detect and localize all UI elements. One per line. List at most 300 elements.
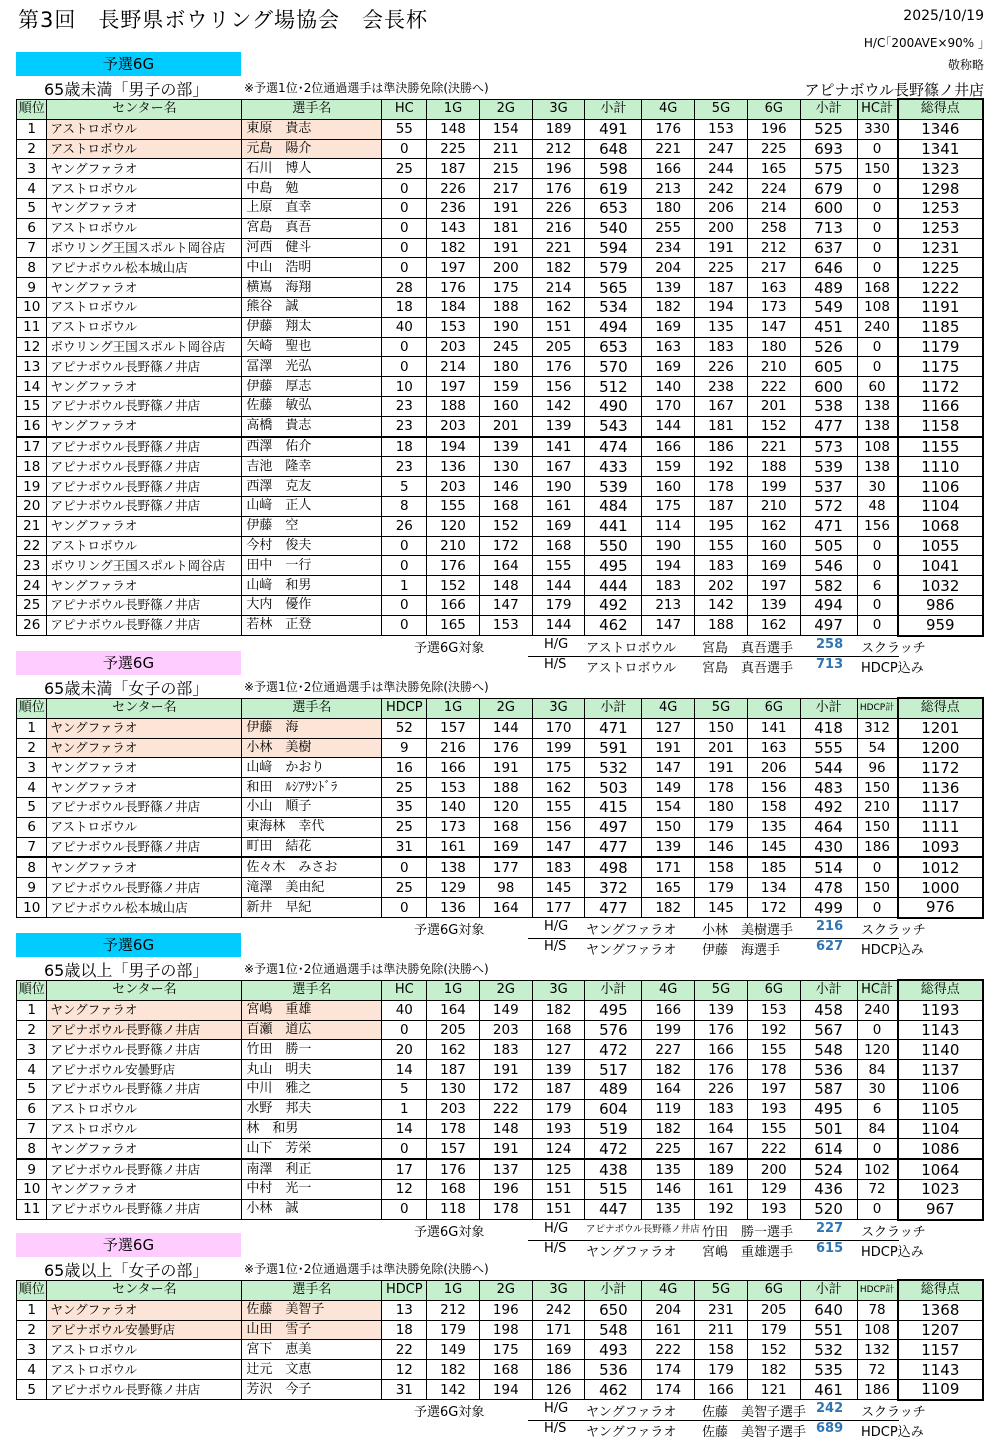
game-cell: 155 [747,1040,800,1060]
subtotal-cell: 471 [800,516,857,536]
hc-total-cell: 150 [857,778,898,798]
game-cell: 150 [695,718,748,738]
table-row [17,797,984,817]
hc-cell: 1 [382,576,427,596]
rank-cell: 1 [17,1000,47,1020]
game-cell: 216 [427,738,480,758]
award-label: H/S [544,656,567,672]
subtotal-cell: 549 [800,297,857,317]
award-type: HDCP込み [861,660,924,676]
column-header: 順位 [17,980,47,1000]
game-cell: 187 [427,159,480,179]
center-cell: ヤングファラオ [47,377,242,397]
hc-cell: 55 [382,119,427,139]
game-cell: 174 [642,1360,695,1380]
player-cell: 小林 美樹 [242,738,382,758]
total-score-cell: 1175 [898,357,983,377]
hc-cell: 0 [382,218,427,238]
game-cell: 214 [427,357,480,377]
hc-cell: 20 [382,1040,427,1060]
game-cell: 162 [532,778,585,798]
hc-cell: 25 [382,878,427,898]
hc-total-cell: 108 [857,297,898,317]
game-cell: 179 [532,595,585,615]
game-cell: 227 [642,1040,695,1060]
subtotal-cell: 498 [585,857,642,877]
game-cell: 164 [479,897,532,917]
award-score: 216 [816,918,844,934]
table-row [17,437,984,457]
hc-total-cell: 30 [857,477,898,497]
game-cell: 156 [532,817,585,837]
award-label: H/G [544,1400,569,1416]
game-cell: 153 [427,317,480,337]
game-cell: 234 [642,238,695,258]
game-cell: 176 [695,1020,748,1040]
game-cell: 147 [747,317,800,337]
game-cell: 166 [695,1379,748,1399]
game-cell: 198 [479,1320,532,1340]
rank-cell: 5 [17,1379,47,1399]
table-header-row [17,980,984,1000]
game-cell: 173 [427,817,480,837]
player-cell: 小山 順子 [242,797,382,817]
subtotal-cell: 494 [800,595,857,615]
game-cell: 176 [532,357,585,377]
hc-cell: 0 [382,357,427,377]
hc-total-cell: 330 [857,119,898,139]
total-score-cell: 1185 [898,317,983,337]
hc-total-cell: 156 [857,516,898,536]
game-cell: 168 [427,1179,480,1199]
subtotal-cell: 462 [585,1379,642,1399]
game-cell: 169 [747,556,800,576]
game-cell: 175 [479,278,532,298]
player-cell: 佐々木 みさお [242,857,382,877]
game-cell: 144 [479,718,532,738]
game-cell: 168 [479,1360,532,1380]
high-score-footer [16,1401,984,1441]
rank-cell: 24 [17,576,47,596]
game-cell: 194 [642,556,695,576]
rank-cell: 4 [17,179,47,199]
player-cell: 町田 結花 [242,837,382,857]
column-header: センター名 [47,698,242,718]
game-cell: 176 [532,179,585,199]
game-cell: 159 [479,377,532,397]
game-cell: 187 [532,1079,585,1099]
game-cell: 212 [532,139,585,159]
hc-total-cell: 0 [857,258,898,278]
player-cell: 中川 雅之 [242,1079,382,1099]
player-cell: 水野 邦夫 [242,1099,382,1119]
division-title: 65歳以上「男子の部」 [44,961,209,980]
column-header: HC計 [857,99,898,119]
table-row [17,357,984,377]
game-cell: 183 [479,1040,532,1060]
game-cell: 194 [695,297,748,317]
game-cell: 163 [642,337,695,357]
column-header: 5G [695,99,748,119]
subtotal-cell: 540 [585,218,642,238]
player-cell: 和田 ﾙｼｱｻﾝﾄﾞﾗ [242,778,382,798]
hc-cell: 0 [382,198,427,218]
game-cell: 197 [427,377,480,397]
total-score-cell: 1200 [898,738,983,758]
game-cell: 222 [479,1099,532,1119]
game-cell: 164 [479,556,532,576]
game-cell: 183 [695,337,748,357]
hc-cell: 28 [382,278,427,298]
game-cell: 221 [747,437,800,457]
game-cell: 204 [642,258,695,278]
total-score-cell: 1000 [898,878,983,898]
hc-total-cell: 72 [857,1360,898,1380]
rank-cell: 7 [17,238,47,258]
column-header: HC [382,980,427,1000]
column-header: 6G [747,980,800,1000]
center-cell: アピナボウル松本城山店 [47,258,242,278]
hc-total-cell: 0 [857,1139,898,1159]
player-cell: 中村 光一 [242,1179,382,1199]
game-cell: 158 [695,857,748,877]
rank-cell: 9 [17,878,47,898]
column-header: 3G [532,698,585,718]
column-header: 4G [642,99,695,119]
subtotal-cell: 548 [585,1320,642,1340]
rank-cell: 3 [17,1340,47,1360]
game-cell: 130 [479,457,532,477]
rank-cell: 9 [17,1159,47,1179]
game-cell: 135 [642,1159,695,1179]
subtotal-cell: 619 [585,179,642,199]
center-cell: ヤングファラオ [47,857,242,877]
hc-total-cell: 0 [857,857,898,877]
subtotal-cell: 570 [585,357,642,377]
game-cell: 164 [695,1119,748,1139]
column-header: 順位 [17,1280,47,1300]
hc-cell: 31 [382,837,427,857]
rank-cell: 8 [17,857,47,877]
table-header-row [17,99,984,119]
hc-cell: 0 [382,615,427,635]
table-row [17,857,984,877]
hc-total-cell: 0 [857,897,898,917]
column-header: 1G [427,980,480,1000]
subtotal-cell: 565 [585,278,642,298]
total-score-cell: 976 [898,897,983,917]
game-cell: 225 [747,139,800,159]
center-cell: アピナボウル長野篠ノ井店 [47,477,242,497]
game-cell: 151 [532,1199,585,1219]
total-score-cell: 1143 [898,1020,983,1040]
total-score-cell: 1158 [898,416,983,436]
game-cell: 191 [479,758,532,778]
table-row [17,457,984,477]
game-cell: 179 [427,1320,480,1340]
game-cell: 247 [695,139,748,159]
rank-cell: 6 [17,218,47,238]
column-header: 小計 [800,99,857,119]
award-player: 佐藤 美智子選手 [702,1424,807,1440]
total-score-cell: 1105 [898,1099,983,1119]
hc-total-cell: 0 [857,536,898,556]
hc-total-cell: 0 [857,1020,898,1040]
center-cell: アピナボウル長野篠ノ井店 [47,615,242,635]
center-cell: ヤングファラオ [47,416,242,436]
game-cell: 191 [479,1139,532,1159]
game-cell: 146 [695,837,748,857]
rank-cell: 17 [17,437,47,457]
game-cell: 146 [479,477,532,497]
total-score-cell: 1298 [898,179,983,199]
total-score-cell: 1179 [898,337,983,357]
hc-cell: 40 [382,1000,427,1020]
table-row [17,536,984,556]
hc-total-cell: 0 [857,595,898,615]
player-cell: 高橋 貴志 [242,416,382,436]
game-cell: 199 [532,738,585,758]
game-cell: 145 [747,837,800,857]
total-score-cell: 1143 [898,1360,983,1380]
subtotal-cell: 438 [585,1159,642,1179]
game-cell: 127 [532,1040,585,1060]
score-table [16,98,984,637]
total-score-cell: 1193 [898,1000,983,1020]
game-cell: 182 [532,1000,585,1020]
hc-total-cell: 96 [857,758,898,778]
hc-total-cell: 0 [857,337,898,357]
footer-target-label: 予選6G対象 [414,1404,485,1420]
table-row [17,496,984,516]
game-cell: 162 [747,516,800,536]
player-cell: 佐藤 美智子 [242,1300,382,1320]
column-header: 順位 [17,99,47,119]
total-score-cell: 1032 [898,576,983,596]
table-row [17,238,984,258]
section-label: 予選6G [16,933,241,957]
table-row [17,1179,984,1199]
center-cell: ヤングファラオ [47,758,242,778]
game-cell: 202 [695,576,748,596]
game-cell: 144 [532,615,585,635]
player-cell: 伊藤 海 [242,718,382,738]
table-row [17,1139,984,1159]
table-row [17,1199,984,1219]
hc-cell: 25 [382,817,427,837]
subtotal-cell: 471 [585,718,642,738]
game-cell: 154 [642,797,695,817]
game-cell: 166 [427,758,480,778]
game-cell: 199 [642,1020,695,1040]
hc-total-cell: 150 [857,159,898,179]
table-row [17,377,984,397]
rank-cell: 23 [17,556,47,576]
game-cell: 168 [532,536,585,556]
column-header: センター名 [47,99,242,119]
player-cell: 矢崎 聖也 [242,337,382,357]
rank-cell: 22 [17,536,47,556]
hc-total-cell: 0 [857,139,898,159]
subtotal-cell: 441 [585,516,642,536]
table-row [17,396,984,416]
game-cell: 142 [427,1379,480,1399]
game-cell: 172 [479,536,532,556]
hc-cell: 0 [382,139,427,159]
subtotal-cell: 461 [800,1379,857,1399]
hc-total-cell: 138 [857,416,898,436]
award-score: 689 [816,1420,844,1436]
hc-cell: 52 [382,718,427,738]
event-date: 2025/10/19 [903,8,984,24]
hc-cell: 0 [382,1199,427,1219]
division-title: 65歳未満「女子の部」 [44,679,209,698]
center-cell: アピナボウル長野篠ノ井店 [47,1159,242,1179]
game-cell: 212 [747,238,800,258]
game-cell: 225 [695,258,748,278]
game-cell: 245 [479,337,532,357]
award-label: H/S [544,938,567,954]
award-score: 615 [816,1240,844,1256]
rank-cell: 3 [17,1040,47,1060]
rank-cell: 25 [17,595,47,615]
center-cell: アピナボウル長野篠ノ井店 [47,797,242,817]
subtotal-cell: 600 [800,198,857,218]
center-cell: ヤングファラオ [47,718,242,738]
column-header: 小計 [585,1280,642,1300]
division-section [16,933,984,1261]
hc-cell: 0 [382,857,427,877]
game-cell: 160 [479,396,532,416]
hc-total-cell: 0 [857,556,898,576]
subtotal-cell: 637 [800,238,857,258]
player-cell: 石川 博人 [242,159,382,179]
game-cell: 167 [695,1139,748,1159]
hc-total-cell: 186 [857,1379,898,1399]
total-score-cell: 1323 [898,159,983,179]
hc-total-cell: 240 [857,1000,898,1020]
hc-total-cell: 30 [857,1079,898,1099]
division-section [16,52,984,677]
rank-cell: 11 [17,1199,47,1219]
game-cell: 203 [427,337,480,357]
subtotal-cell: 543 [585,416,642,436]
game-cell: 194 [427,437,480,457]
game-cell: 190 [479,317,532,337]
hc-cell: 0 [382,179,427,199]
game-cell: 172 [747,897,800,917]
subtotal-cell: 497 [800,615,857,635]
game-cell: 141 [747,718,800,738]
award-center: アストロボウル [586,640,677,656]
hc-cell: 18 [382,297,427,317]
section-label: 予選6G [16,651,241,675]
hc-total-cell: 54 [857,738,898,758]
total-score-cell: 1157 [898,1340,983,1360]
subtotal-cell: 650 [585,1300,642,1320]
game-cell: 187 [695,496,748,516]
hc-total-cell: 240 [857,317,898,337]
division-header [16,957,984,979]
subtotal-cell: 532 [800,1340,857,1360]
subtotal-cell: 517 [585,1060,642,1080]
column-header: 選手名 [242,698,382,718]
game-cell: 170 [532,718,585,738]
center-cell: ヤングファラオ [47,1300,242,1320]
game-cell: 177 [479,857,532,877]
rank-cell: 2 [17,1320,47,1340]
game-cell: 183 [695,1099,748,1119]
rank-cell: 4 [17,778,47,798]
game-cell: 114 [642,516,695,536]
center-cell: アピナボウル長野篠ノ井店 [47,1199,242,1219]
game-cell: 139 [747,595,800,615]
subtotal-cell: 573 [800,437,857,457]
game-cell: 184 [427,297,480,317]
game-cell: 162 [747,615,800,635]
subtotal-cell: 458 [800,1000,857,1020]
hc-total-cell: 138 [857,457,898,477]
game-cell: 157 [427,1139,480,1159]
game-cell: 192 [695,1199,748,1219]
table-row [17,278,984,298]
award-center: ヤングファラオ [586,1424,677,1440]
game-cell: 193 [747,1199,800,1219]
award-type: スクラッチ [861,1404,926,1420]
hc-total-cell: 78 [857,1300,898,1320]
game-cell: 139 [532,416,585,436]
game-cell: 118 [427,1199,480,1219]
game-cell: 182 [642,1119,695,1139]
award-center: アストロボウル [586,660,677,676]
game-cell: 154 [479,119,532,139]
hc-cell: 12 [382,1360,427,1380]
subtotal-cell: 591 [585,738,642,758]
game-cell: 169 [532,516,585,536]
column-header: 4G [642,698,695,718]
score-table [16,697,984,919]
game-cell: 182 [642,297,695,317]
game-cell: 178 [747,1060,800,1080]
game-cell: 186 [532,1360,585,1380]
column-header: 2G [479,99,532,119]
total-score-cell: 1253 [898,198,983,218]
player-cell: 伊藤 空 [242,516,382,536]
total-score-cell: 1155 [898,437,983,457]
player-cell: 西澤 佑介 [242,437,382,457]
game-cell: 179 [747,1320,800,1340]
game-cell: 242 [695,179,748,199]
player-cell: 山﨑 和男 [242,576,382,596]
subtotal-cell: 451 [800,317,857,337]
center-cell: アピナボウル長野篠ノ井店 [47,437,242,457]
total-score-cell: 967 [898,1199,983,1219]
game-cell: 200 [695,218,748,238]
division-note: ※予選1位･2位通過選手は準決勝免除(決勝へ) [244,1262,489,1276]
game-cell: 182 [642,1060,695,1080]
total-score-cell: 1104 [898,1119,983,1139]
center-cell: アストロボウル [47,1119,242,1139]
center-cell: アピナボウル松本城山店 [47,897,242,917]
game-cell: 153 [747,1000,800,1020]
hc-total-cell: 84 [857,1060,898,1080]
game-cell: 222 [747,1139,800,1159]
total-score-cell: 1106 [898,1079,983,1099]
column-header: 3G [532,1280,585,1300]
table-row [17,718,984,738]
game-cell: 161 [642,1320,695,1340]
total-score-cell: 1368 [898,1300,983,1320]
